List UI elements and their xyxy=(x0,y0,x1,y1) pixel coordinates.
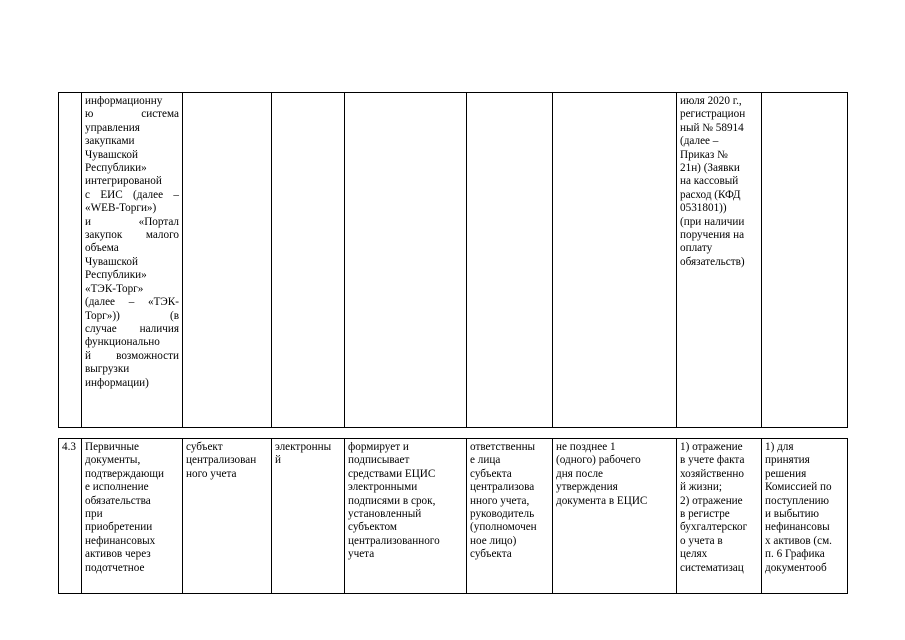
text-line: е исполнение xyxy=(85,481,149,494)
text-line: 1) отражение xyxy=(680,441,743,453)
text-line: июля 2020 г., xyxy=(680,95,742,107)
text-line: «ТЭК-Торг» xyxy=(85,282,144,295)
text-line: управления xyxy=(85,121,140,134)
text-line: с ЕИС (далее – xyxy=(85,188,179,201)
text-line: подписями в срок, xyxy=(348,494,436,507)
purpose-text xyxy=(680,441,758,575)
text-line: 2) отражение xyxy=(680,494,743,507)
text-line: закупок малого xyxy=(85,229,179,242)
text-line: документа в ЕЦИС xyxy=(556,494,648,507)
text-line: объема xyxy=(85,242,119,255)
text-line: утверждения xyxy=(556,481,618,494)
cell-usage xyxy=(762,439,848,594)
text-line: установленный xyxy=(348,508,422,521)
text-line: оплату xyxy=(680,242,713,255)
text-line: бухгалтерског xyxy=(680,521,748,534)
text-line: субъектом xyxy=(348,521,397,534)
text-line: случае наличия xyxy=(85,322,179,335)
text-line: ный № 58914 xyxy=(680,121,744,134)
text-line: и выбытию xyxy=(765,508,820,521)
text-line: Первичные xyxy=(85,441,140,453)
text-line: ное лицо) xyxy=(470,534,517,547)
text-line: расход (КФД xyxy=(680,188,741,201)
text-line: поручения на xyxy=(680,229,745,242)
text-line: нефинансовы xyxy=(765,521,830,534)
document-flow-table xyxy=(58,92,848,594)
text-line: централизованного xyxy=(348,534,440,547)
cell-empty xyxy=(553,93,677,428)
text-line: Чувашской xyxy=(85,148,138,161)
cell-empty xyxy=(183,93,272,428)
text-line: руководитель xyxy=(470,508,535,521)
creator-text xyxy=(186,441,268,481)
cell-action xyxy=(345,439,467,594)
cell-responsible xyxy=(467,439,553,594)
text-line: формирует и xyxy=(348,441,409,453)
text-line: систематизац xyxy=(680,561,744,574)
documents-text xyxy=(85,95,179,390)
cell-documents-continued xyxy=(82,93,183,428)
cell-basis-continued xyxy=(677,93,762,428)
text-line: (далее – xyxy=(680,135,719,148)
text-line: «WEB-Торги») xyxy=(85,202,157,215)
text-line: не позднее 1 xyxy=(556,441,616,453)
text-line: п. 6 Графика xyxy=(765,548,825,561)
text-line: Республики» xyxy=(85,162,147,175)
table-row-4-3 xyxy=(59,439,848,594)
text-line: е лица xyxy=(470,454,501,467)
text-line: при xyxy=(85,508,103,521)
text-line: обязательства xyxy=(85,494,151,507)
text-line: Чувашской xyxy=(85,255,138,268)
text-line: субъект xyxy=(186,441,223,453)
action-text xyxy=(348,441,463,562)
format-text xyxy=(275,441,341,468)
text-line: регистрацион xyxy=(680,108,746,121)
text-line: 1) для xyxy=(765,441,794,453)
text-line: ного учета xyxy=(186,467,237,480)
text-line: учета xyxy=(348,548,375,561)
text-line: (при наличии xyxy=(680,215,745,228)
text-line: нефинансовых xyxy=(85,534,156,547)
text-line: интегрированой xyxy=(85,175,162,188)
text-line: обязательств) xyxy=(680,255,745,268)
text-line: функционально xyxy=(85,336,160,349)
text-line: средствами ЕЦИС xyxy=(348,467,436,480)
text-line: приобретении xyxy=(85,521,153,534)
cell-empty xyxy=(467,93,553,428)
usage-text xyxy=(765,441,844,575)
row-gap xyxy=(59,428,848,439)
text-line: документы, xyxy=(85,454,141,467)
text-line: централизован xyxy=(186,454,257,467)
text-line: и «Портал xyxy=(85,215,179,228)
cell-empty xyxy=(272,93,345,428)
text-line: (уполномочен xyxy=(470,521,537,534)
text-line: субъекта xyxy=(470,467,512,480)
text-line: о учета в xyxy=(680,534,723,547)
text-line: решения xyxy=(765,467,807,480)
cell-empty xyxy=(345,93,467,428)
text-line: 0531801)) xyxy=(680,202,727,215)
text-line: й возможности xyxy=(85,349,179,362)
text-line: в учете факта xyxy=(680,454,745,467)
text-line: поступлению xyxy=(765,494,830,507)
text-line: информации) xyxy=(85,376,149,389)
table-spacer-row xyxy=(59,428,848,439)
text-line: подтверждающи xyxy=(85,467,164,480)
text-line: Приказ № xyxy=(680,148,728,161)
text-line: хозяйственно xyxy=(680,467,744,480)
row-number: 4.3 xyxy=(62,441,76,453)
text-line: й жизни; xyxy=(680,481,723,494)
table-row-continued xyxy=(59,93,848,428)
text-line: информационну xyxy=(85,95,163,107)
text-line: принятия xyxy=(765,454,810,467)
text-line: активов через xyxy=(85,548,151,561)
basis-text xyxy=(680,95,758,269)
cell-empty xyxy=(762,93,848,428)
text-line: целях xyxy=(680,548,708,561)
text-line: на кассовый xyxy=(680,175,739,188)
cell-documents xyxy=(82,439,183,594)
text-line: централизова xyxy=(470,481,535,494)
cell-creator xyxy=(183,439,272,594)
cell-number xyxy=(59,439,82,594)
text-line: документооб xyxy=(765,561,827,574)
text-line: дня после xyxy=(556,467,603,480)
text-line: субъекта xyxy=(470,548,512,561)
text-line: (далее – «ТЭК- xyxy=(85,296,179,309)
text-line: в регистре xyxy=(680,508,730,521)
text-line: Республики» xyxy=(85,269,147,282)
text-line: электронны xyxy=(275,441,332,453)
text-line: подписывает xyxy=(348,454,410,467)
cell-deadline xyxy=(553,439,677,594)
text-line: 21н) (Заявки xyxy=(680,162,740,175)
cell-number-empty xyxy=(59,93,82,428)
documents-text xyxy=(85,441,179,575)
text-line: ю система xyxy=(85,108,179,121)
cell-format xyxy=(272,439,345,594)
text-line: электронными xyxy=(348,481,418,494)
text-line: й xyxy=(275,454,281,467)
text-line: х активов (см. xyxy=(765,534,832,547)
responsible-text xyxy=(470,441,549,562)
text-line: выгрузки xyxy=(85,363,130,376)
text-line: (одного) рабочего xyxy=(556,454,641,467)
text-line: нного учета, xyxy=(470,494,530,507)
text-line: Торг»)) (в xyxy=(85,309,179,322)
text-line: ответственны xyxy=(470,441,536,453)
text-line: подотчетное xyxy=(85,561,145,574)
text-line: закупками xyxy=(85,135,135,148)
text-line: Комиссией по xyxy=(765,481,832,494)
deadline-text xyxy=(556,441,673,508)
cell-purpose xyxy=(677,439,762,594)
